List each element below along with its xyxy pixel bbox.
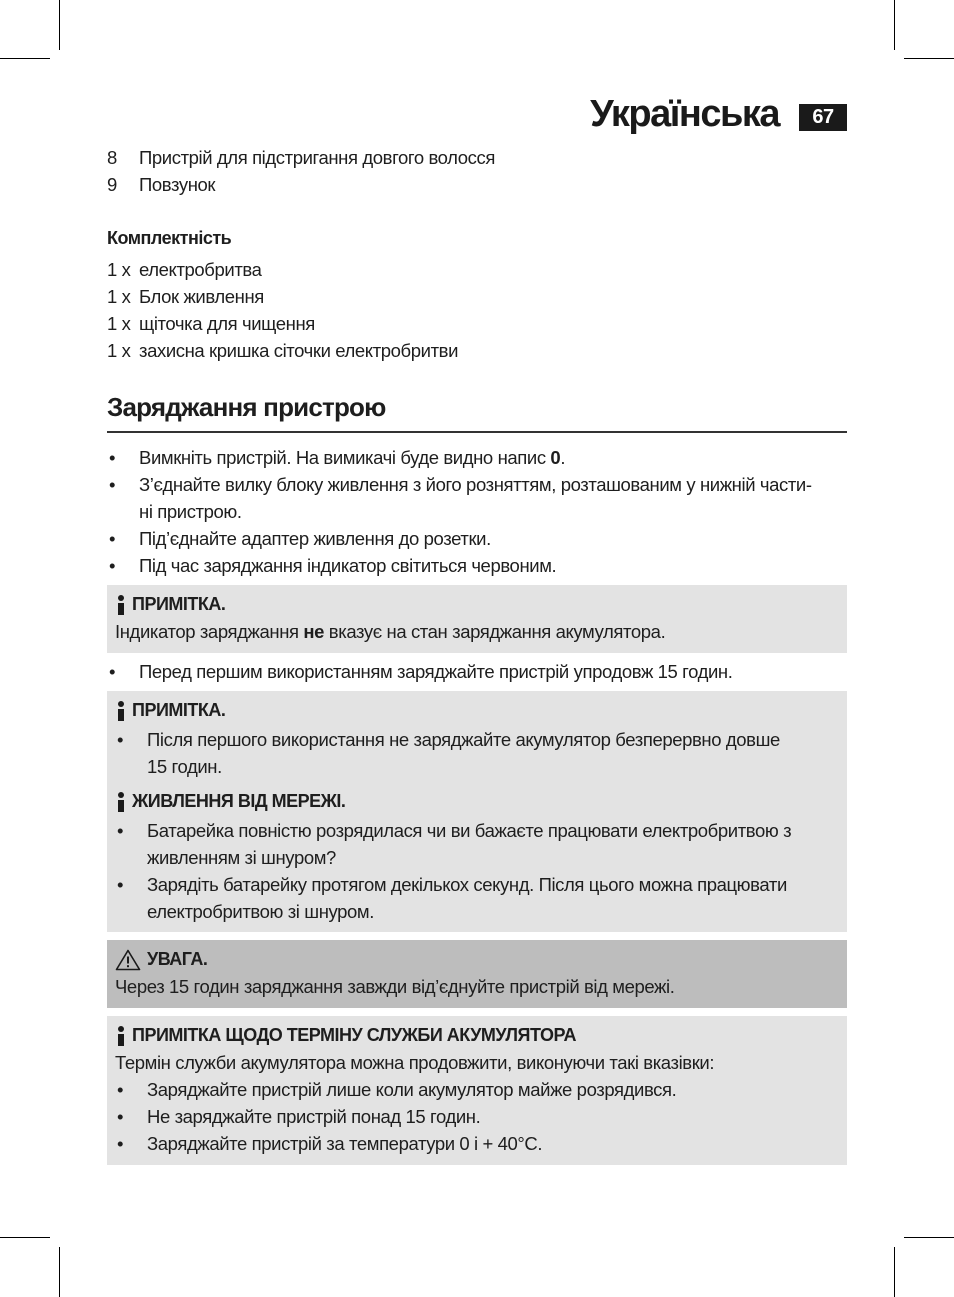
note-text: Термін служби акумулятора можна продовжити, виконуючи такі вказівки: xyxy=(115,1052,715,1073)
crop-mark xyxy=(904,1237,954,1238)
page-language-title: Українська xyxy=(590,93,779,135)
item-quantity: 1 x xyxy=(107,259,131,280)
info-icon xyxy=(115,701,127,721)
item-text: Блок живлення xyxy=(139,286,264,307)
note-heading xyxy=(115,697,839,724)
list-item xyxy=(115,1130,839,1157)
warning-heading xyxy=(115,946,839,973)
text: . xyxy=(560,447,566,468)
text: живленням зі шнуром? xyxy=(147,847,336,868)
bullet: • xyxy=(109,447,116,468)
part-number: 8 xyxy=(107,147,117,168)
switch-position-label: 0 xyxy=(550,447,561,468)
text: Вимкніть пристрій. На вимикачі буде видно напис xyxy=(139,447,551,468)
list-item xyxy=(115,817,839,871)
parts-list-item xyxy=(107,144,495,171)
bullet: • xyxy=(117,874,124,895)
text: 15 годин. xyxy=(147,756,222,777)
warning-text: Через 15 годин заряджання завжди від’єднуйте пристрій від мережі. xyxy=(115,976,675,997)
list-item xyxy=(115,726,839,780)
bullet: • xyxy=(117,820,124,841)
warning-box xyxy=(107,940,847,1008)
note-list xyxy=(115,1076,839,1157)
crop-mark xyxy=(0,58,50,59)
note-box xyxy=(107,691,847,932)
text: Зарядіть батарейку протягом декількох секунд. Після цього можна працювати xyxy=(147,874,787,895)
bullet: • xyxy=(109,661,116,682)
text: Після першого використання не заряджайте акумулятор безперервно довше xyxy=(147,729,780,750)
text: З’єднайте вилку блоку живлення з його розняттям, розташованим у нижній части- xyxy=(139,474,812,495)
crop-mark xyxy=(59,1247,60,1297)
crop-mark xyxy=(59,0,60,50)
parts-list-item xyxy=(107,171,215,198)
note-heading-text: ПРИМІТКА. xyxy=(132,700,226,720)
part-text: Пристрій для підстригання довгого волосся xyxy=(139,147,495,168)
list-item xyxy=(107,444,847,471)
list-item xyxy=(107,525,847,552)
charging-steps xyxy=(107,444,847,579)
item-quantity: 1 x xyxy=(107,286,131,307)
note-list xyxy=(115,726,839,780)
contents-item xyxy=(107,310,315,337)
contents-heading: Комплектність xyxy=(107,228,232,248)
note-list xyxy=(115,817,839,925)
item-text: захисна кришка сіточки електробритви xyxy=(139,340,459,361)
crop-mark xyxy=(894,1247,895,1297)
bullet: • xyxy=(117,729,124,750)
list-item xyxy=(115,1103,839,1130)
contents-item xyxy=(107,256,262,283)
bullet: • xyxy=(117,1106,124,1127)
item-text: щіточка для чищення xyxy=(139,313,315,334)
note-text xyxy=(115,618,839,645)
info-icon xyxy=(115,1026,127,1046)
note-heading-text: ЖИВЛЕННЯ ВІД МЕРЕЖІ. xyxy=(132,791,346,811)
text: вказує на стан заряджання акумулятора. xyxy=(324,621,666,642)
bullet: • xyxy=(117,1133,124,1154)
text: Під час заряджання індикатор світиться червоним. xyxy=(139,555,557,576)
bullet: • xyxy=(109,528,116,549)
note-heading-text: ПРИМІТКА ЩОДО ТЕРМІНУ СЛУЖБИ АКУМУЛЯТОРА xyxy=(132,1025,576,1045)
bullet: • xyxy=(117,1079,124,1100)
text: ні пристрою. xyxy=(139,501,242,522)
list-item xyxy=(107,552,847,579)
text: електробритвою зі шнуром. xyxy=(147,901,374,922)
text: Не заряджайте пристрій понад 15 годин. xyxy=(147,1106,481,1127)
list-item xyxy=(107,471,847,525)
item-text: електробритва xyxy=(139,259,262,280)
item-quantity: 1 x xyxy=(107,340,131,361)
warning-triangle-icon xyxy=(115,949,141,971)
note-heading xyxy=(115,788,839,815)
text: Перед першим використанням заряджайте пристрій упродовж 15 годин. xyxy=(139,661,733,682)
note-heading xyxy=(115,1022,839,1049)
text: Батарейка повністю розрядилася чи ви бажаєте працювати електробритвою з xyxy=(147,820,792,841)
note-heading xyxy=(115,591,839,618)
info-icon xyxy=(115,595,127,615)
text: Заряджайте пристрій лише коли акумулятор майже розрядився. xyxy=(147,1079,677,1100)
crop-mark xyxy=(904,58,954,59)
list-item xyxy=(115,871,839,925)
bullet: • xyxy=(109,555,116,576)
note-box xyxy=(107,585,847,653)
section-title: Заряджання пристрою xyxy=(107,392,847,433)
contents-item xyxy=(107,283,264,310)
crop-mark xyxy=(894,0,895,50)
info-icon xyxy=(115,792,127,812)
page-number: 67 xyxy=(799,104,847,131)
part-number: 9 xyxy=(107,174,117,195)
text: Заряджайте пристрій за температури 0 і + 40°C. xyxy=(147,1133,543,1154)
charging-steps-2 xyxy=(107,658,847,685)
bullet: • xyxy=(109,474,116,495)
list-item xyxy=(107,658,847,685)
item-quantity: 1 x xyxy=(107,313,131,334)
text: Індикатор заряджання xyxy=(115,621,304,642)
emphasis: не xyxy=(303,621,325,642)
list-item xyxy=(115,1076,839,1103)
text: Під’єднайте адаптер живлення до розетки. xyxy=(139,528,491,549)
contents-item xyxy=(107,337,458,364)
warning-heading-text: УВАГА. xyxy=(147,949,208,969)
note-heading-text: ПРИМІТКА. xyxy=(132,594,226,614)
part-text: Повзунок xyxy=(139,174,216,195)
crop-mark xyxy=(0,1237,50,1238)
note-box xyxy=(107,1016,847,1165)
